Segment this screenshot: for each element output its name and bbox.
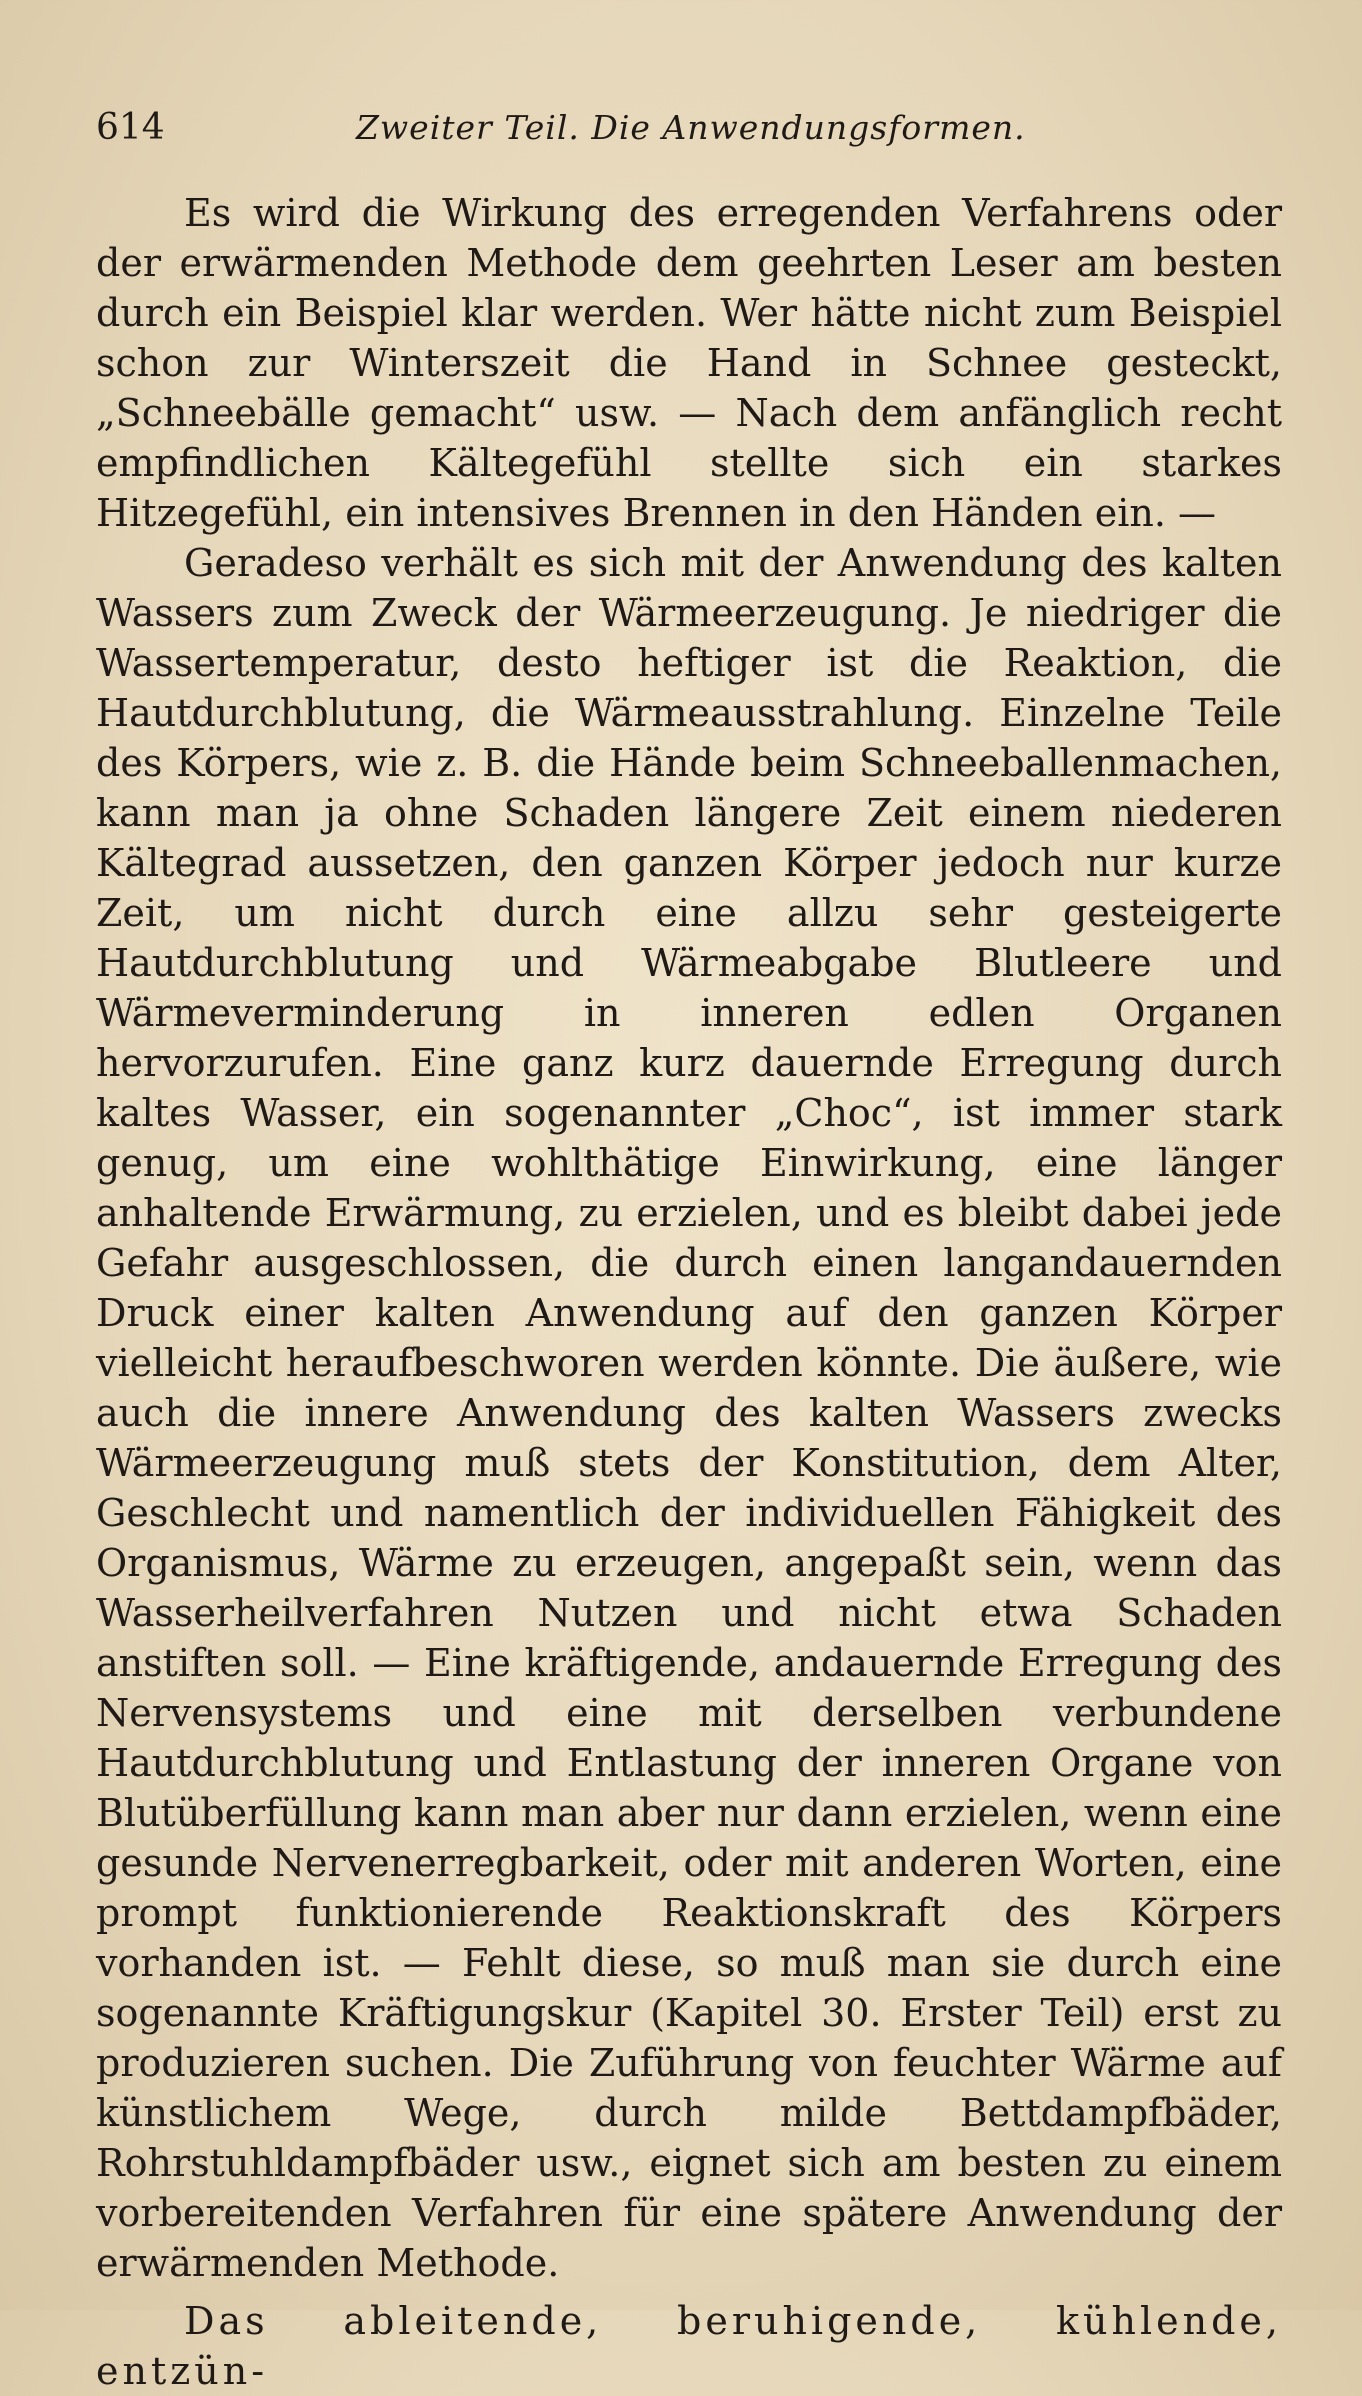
paragraph-3: Das ableitende, beruhigende, kühlende, entzün- [96,2299,1282,2393]
paragraph-2: Geradeso verhält es sich mit der Anwendung des kalten Wassers zum Zweck der Wärmeerzeugung. Je niedriger die Wassertemperatur, desto heftiger ist die Reaktion, die Hautdurchblutung, die Wärmeausstrahlung. Einzelne Teile des Körpers, wie z. B. die Hände beim Schneeballenmachen, kann man ja ohne Schaden längere Zeit einem niederen Kältegrad aussetzen, den ganzen Körper jedoch nur kurze Zeit, um nicht durch eine allzu sehr gesteigerte Hautdurchblutung und Wärmeabgabe Blutleere und Wärmeverminderung in inneren edlen Organen hervorzurufen. Eine ganz kurz dauernde Erregung durch kaltes Wasser, ein sogenannter „Choc“, ist immer stark genug, um eine wohlthätige Einwirkung, eine länger anhaltende Erwärmung, zu erzielen, und es bleibt dabei jede Gefahr ausgeschlossen, die durch einen langandauernden Druck einer kalten Anwendung auf den ganzen Körper vielleicht heraufbeschworen werden könnte. Die äußere, wie auch die innere Anwendung des kalten Wassers zwecks Wärmeerzeugung muß stets der Konstitution, dem Alter, Geschlecht und namentlich der individuellen Fähigkeit des Organismus, Wärme zu erzeugen, angepaßt sein, wenn das Wasserheilverfahren Nutzen und nicht etwa Schaden anstiften soll. — Eine kräftigende, andauernde Erregung des Nervensystems und eine mit derselben verbundene Hautdurchblutung und Entlastung der inneren Organe von Blutüberfüllung kann man aber nur dann erzielen, wenn eine gesunde Nervenerregbarkeit, oder mit anderen Worten, eine prompt funktionierende Reaktionskraft des Körpers vorhanden ist. — Fehlt diese, so muß man sie durch eine sogenannte Kräftigungskur (Kapitel 30. Erster Teil) erst zu produzieren suchen. Die Zuführung von feuchter Wärme auf künstlichem Wege, durch milde Bettdampfbäder, Rohrstuhldampfbäder usw., eignet sich am besten zu einem vorbereitenden Verfahren für eine spätere Anwendung der erwärmenden Methode. [96,541,1282,2285]
page-number: 614 [96,107,165,148]
paragraph-1: Es wird die Wirkung des erregenden Verfahrens oder der erwärmenden Methode dem geehrten Leser am besten durch ein Beispiel klar werden. Wer hätte nicht zum Beispiel schon zur Winterszeit die Hand in Schnee gesteckt, „Schneebälle gemacht“ usw. — Nach dem anfänglich recht empfindlichen Kältegefühl stellte sich ein starkes Hitzegefühl, ein intensives Brennen in den Händen ein. — [96,191,1282,535]
running-title: Zweiter Teil. Die Anwendungsformen. [356,108,1026,147]
body-text [96,188,1282,2396]
page-header [96,98,1276,158]
